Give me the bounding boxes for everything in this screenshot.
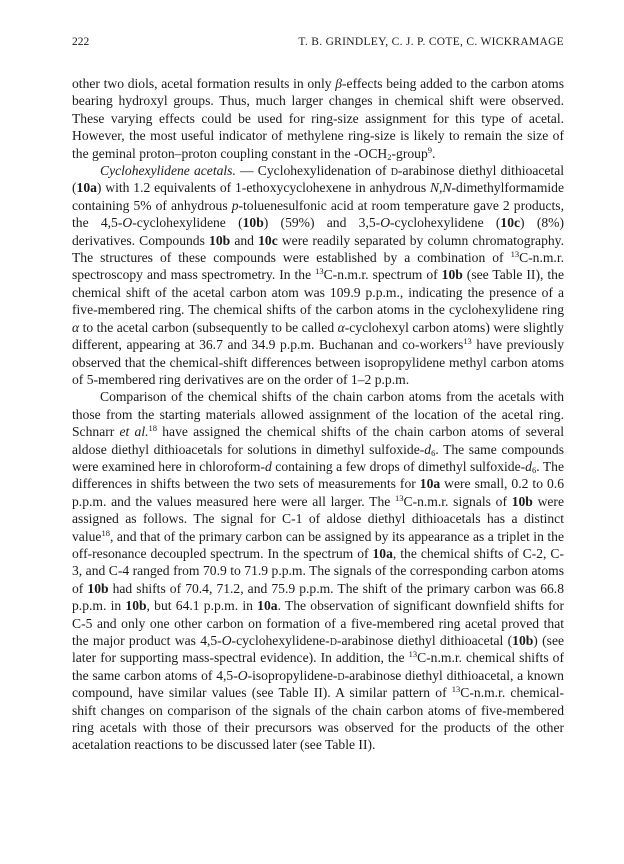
italic-text: et al. (119, 424, 149, 440)
text-run: -isopropylidene- (247, 667, 338, 683)
text-run: had shifts of 70.4, 71.2, and 75.9 p.p.m. The shift of the primary carbon was 66.8 p.p.m. in (72, 580, 564, 614)
text-run: -arabinose diethyl dithioacetal ( (72, 163, 565, 196)
italic-text: d (264, 458, 272, 474)
page-header (72, 36, 564, 52)
text-run: , but 64.1 p.p.m. in (146, 598, 258, 614)
compound-label: 10b (511, 493, 533, 509)
text-run: ) (see later for supporting mass-spectral evidence). In addition, the (72, 633, 565, 666)
compound-label: 10b (512, 633, 534, 648)
text-run: -arabinose diethyl dithioacetal ( (336, 633, 513, 648)
compound-label: 10a (419, 476, 441, 492)
text-run: , and that of the primary carbon can be assigned by its appearance as a triplet in the off-resonance decoupled spectrum. In the spectrum of (72, 528, 564, 561)
subscript: 6 (431, 447, 436, 458)
compound-label: 10b (242, 215, 264, 231)
italic-text: O (380, 215, 391, 231)
subscript: 2 (387, 151, 392, 162)
text-run: -dimethylformamide containing 5% of anhydrous (72, 180, 564, 213)
superscript: 13 (315, 266, 324, 277)
superscript: 13 (408, 649, 418, 660)
text-run: ) (8%) derivatives. Compounds (72, 215, 565, 248)
text-run: -cyclohexylidene ( (390, 215, 501, 231)
page-number: 222 (72, 36, 90, 48)
compound-label: 10a (76, 180, 97, 196)
paragraph (72, 162, 564, 388)
small-caps-text: d (329, 633, 337, 648)
text-run: -effects being added to the carbon atoms bearing hydroxyl groups. Thus, much larger changes in chemical shift were observed. These varying effects could be used for ring-size assignment for this type of acetal. However, the most useful indicator of methylene ring-size is likely to remain the size of the geminal proton–proton coupling constant in the -OCH (72, 76, 564, 161)
compound-label: 10a (372, 545, 393, 561)
text-run: . (432, 145, 436, 161)
text-run: -cyclohexylidene- (231, 633, 330, 648)
small-caps-text: d (390, 163, 398, 179)
text-run: . The observation of significant downfield shifts for C-5 and only one other carbon on formation of a five-membered ring acetal proved that the major product was 4,5- (72, 598, 564, 648)
text-run: have previously observed that the chemical-shift differences between isopropylidene methyl carbon atoms of 5-membered ring derivatives are on the order of 1–2 p.p.m. (72, 337, 564, 387)
compound-label: 10a (257, 598, 278, 614)
superscript: 13 (395, 492, 404, 503)
text-run: have assigned the chemical shifts of the chain carbon atoms of several aldose diethyl dithioacetals for solutions in dimethyl sulfoxide- (72, 424, 564, 457)
italic-text: O (237, 667, 248, 683)
compound-label: 10b (125, 598, 147, 614)
italic-text: d (424, 441, 432, 457)
text-run: . The same compounds were examined here in chloroform- (72, 441, 564, 474)
compound-label: 10b (441, 267, 463, 283)
superscript: 13 (463, 336, 472, 347)
text-run: -toluenesulfonic acid at room temperature gave 2 products, the 4,5- (72, 197, 564, 231)
text-run: were small, 0.2 to 0.6 p.p.m. and the values measured here were all larger. The (72, 476, 564, 509)
compound-label: 10b (87, 580, 109, 596)
italic-text: Cyclohexylidene acetals. (100, 163, 236, 179)
text-run: -cyclohexyl carbon atoms) were slightly different, appearing at 36.7 and 34.9 p.p.m. Buchanan and co-workers (72, 319, 564, 353)
text-run: -group (391, 145, 428, 161)
text-run: containing a few drops of dimethyl sulfoxide- (271, 458, 526, 474)
text-run: to the acetal carbon (subsequently to be called (79, 319, 338, 335)
text-run: (see Table II), the chemical shift of the acetal carbon atom was 109.9 p.p.m., indicating the presence of a five-membered ring. The chemical shifts of the carbon atoms in the cyclohexylidene ring (72, 267, 564, 318)
italic-text: p (231, 197, 239, 213)
superscript: 18 (101, 527, 110, 538)
text-run: ) (59%) and 3,5- (263, 215, 381, 231)
italic-text: O (221, 633, 232, 648)
text-run: Comparison of the chemical shifts of the chain carbon atoms from the acetals with those from the starting materials allowed assignment of the location of the acetal ring. Schnarr (72, 389, 564, 440)
text-run: ) with 1.2 equivalents of 1-ethoxycyclohexene in anhydrous (96, 180, 430, 196)
running-head-authors: T. B. GRINDLEY, C. J. P. COTE, C. WICKRAMAGE (298, 36, 564, 48)
text-run: . The differences in shifts between the two sets of measurements for (72, 458, 565, 492)
text-run: C-n.m.r. spectrum of (323, 267, 442, 283)
superscript: 13 (451, 684, 461, 695)
text-run: and (230, 232, 259, 248)
italic-text: α (337, 319, 345, 335)
italic-text: d (525, 458, 532, 474)
text-run: , the chemical shifts of C-2, C-3, and C-4 ranged from 70.9 to 71.9 p.p.m. The signals of the corresponding carbon atoms of (72, 545, 564, 596)
superscript: 9 (427, 144, 432, 155)
superscript: 13 (510, 249, 520, 260)
compound-label: 10b (209, 232, 231, 248)
body-text (72, 75, 564, 754)
text-run: C-n.m.r. chemical shifts of the same carbon atoms of 4,5- (72, 650, 564, 683)
italic-text: O (122, 215, 133, 231)
compound-label: 10c (500, 215, 521, 231)
journal-page (72, 36, 564, 754)
italic-text: β (335, 76, 343, 91)
text-run: C-n.m.r. chemical-shift changes on comparison of the signals of the chain carbon atoms of five-membered ring acetals with those of their precursors was observed for the products of the other acetalation reactions to be discussed later (see Table II). (72, 685, 565, 753)
text-run: were readily separated by column chromatography. The structures of these compounds were established by a combination of (72, 232, 564, 266)
compound-label: 10c (258, 232, 278, 248)
paragraph (72, 75, 564, 162)
text-run: were assigned as follows. The signal for C-1 of aldose diethyl dithioacetals has a distinct value (72, 493, 564, 544)
small-caps-text: d (337, 667, 345, 683)
text-run: C-n.m.r. signals of (403, 493, 512, 509)
italic-text: α (72, 319, 80, 335)
text-run: other two diols, acetal formation results in only (72, 76, 336, 91)
text-run: -arabinose diethyl dithioacetal, a known compound, have similar values (see Table II). A similar pattern of (72, 667, 564, 701)
text-run: C-n.m.r. spectroscopy and mass spectrometry. In the (72, 250, 564, 283)
paragraph (72, 388, 564, 754)
italic-text: N,N (429, 180, 452, 196)
text-run: — Cyclohexylidenation of (235, 163, 391, 179)
subscript: 6 (531, 464, 537, 475)
text-run: -cyclohexylidene ( (132, 215, 243, 231)
superscript: 18 (148, 423, 158, 434)
